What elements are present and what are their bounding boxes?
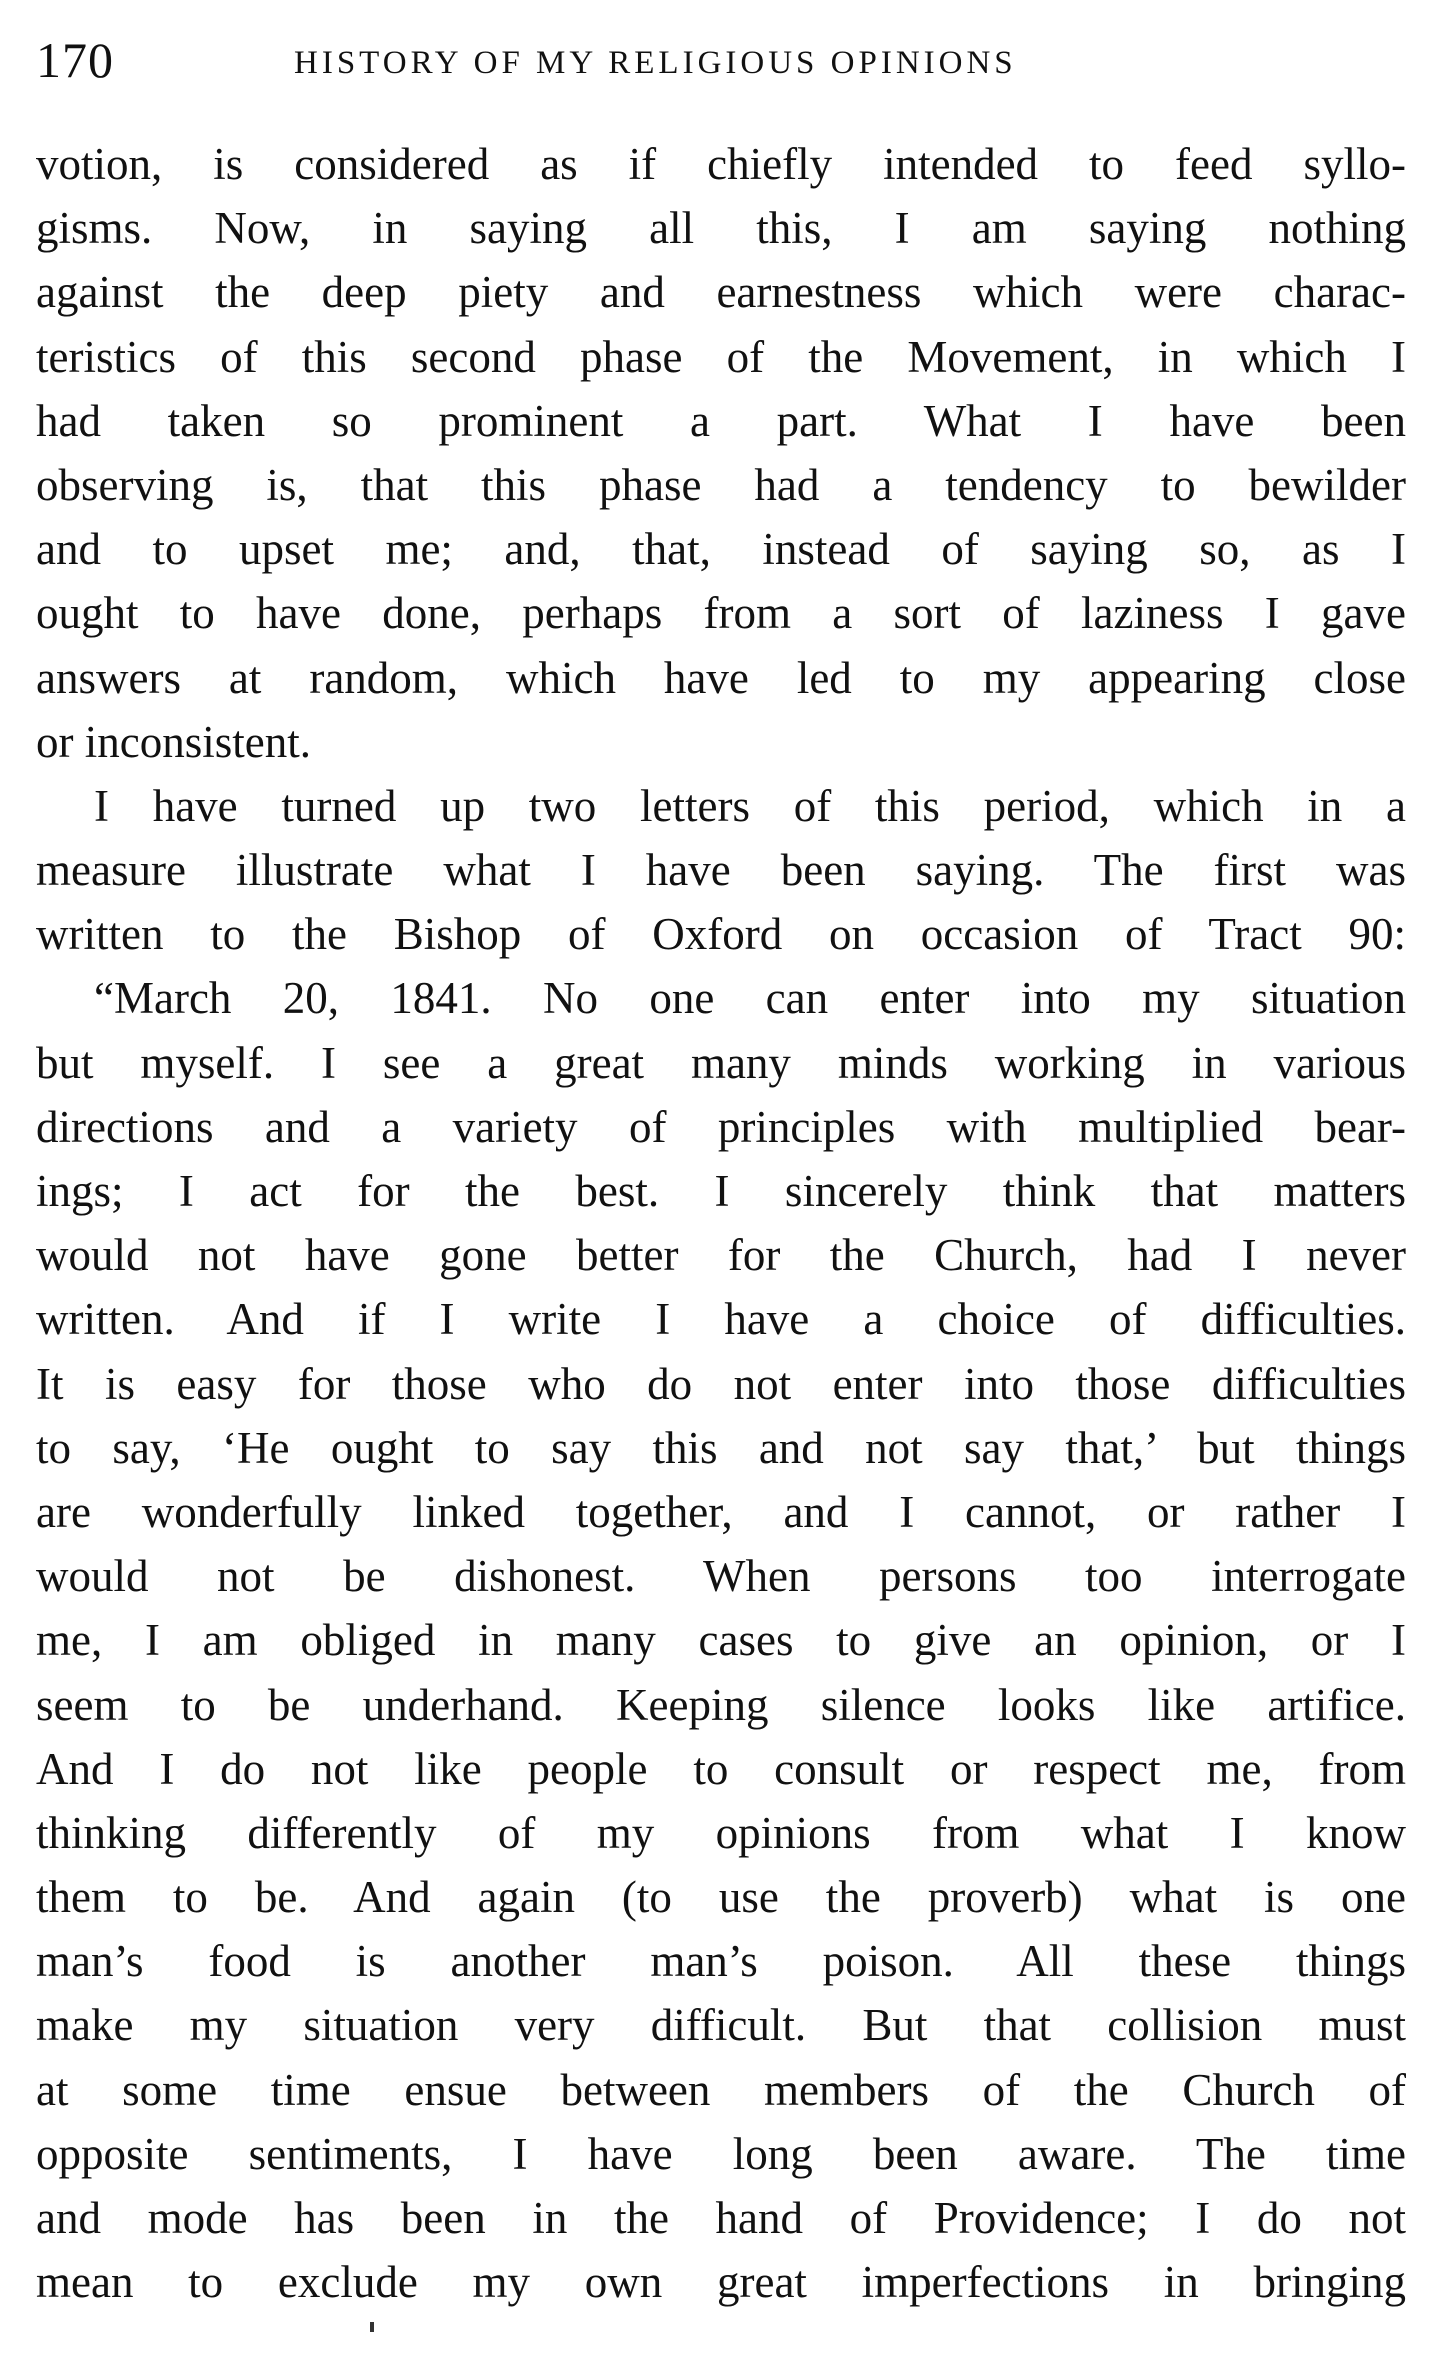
text-line: them to be. And again (to use the proverb) what is one (36, 1872, 1406, 1923)
text-line: ought to have done, perhaps from a sort of laziness I gave (36, 588, 1406, 639)
text-line: would not have gone better for the Church, had I never (36, 1230, 1406, 1281)
text-line: ings; I act for the best. I sincerely think that matters (36, 1166, 1406, 1216)
text-line: had taken so prominent a part. What I have been (36, 395, 1406, 446)
text-line: teristics of this second phase of the Movement, in which I (36, 331, 1406, 382)
text-line: and to upset me; and, that, instead of saying so, as I (36, 524, 1406, 575)
text-line: thinking differently of my opinions from what I know (36, 1807, 1406, 1858)
text-line: It is easy for those who do not enter into those difficulties (36, 1358, 1406, 1409)
text-line: votion, is considered as if chiefly intended to feed syllo- (36, 139, 1406, 189)
text-line: or inconsistent. (36, 716, 311, 767)
running-title: HISTORY OF MY RELIGIOUS OPINIONS (294, 45, 1017, 81)
text-line: seem to be underhand. Keeping silence looks like artifice. (36, 1679, 1406, 1730)
text-line: gisms. Now, in saying all this, I am saying nothing (36, 203, 1406, 254)
text-line: observing is, that this phase had a tendency to bewilder (36, 459, 1406, 510)
printer-mark (370, 2322, 374, 2332)
text-line: written. And if I write I have a choice of difficulties. (36, 1294, 1406, 1345)
text-line: would not be dishonest. When persons too interrogate (36, 1551, 1406, 1602)
body-text (36, 132, 1406, 2314)
page-number: 170 (36, 32, 114, 88)
text-line: written to the Bishop of Oxford on occasion of Tract 90: (36, 909, 1406, 960)
text-line: and mode has been in the hand of Providence; I do not (36, 2193, 1406, 2243)
text-line: at some time ensue between members of the Church of (36, 2064, 1406, 2115)
text-line: against the deep piety and earnestness which were charac- (36, 267, 1406, 318)
text-line: And I do not like people to consult or respect me, from (36, 1743, 1406, 1794)
text-line: measure illustrate what I have been saying. The first was (36, 845, 1406, 896)
text-line: I have turned up two letters of this period, which in a (94, 780, 1406, 831)
text-line: to say, ‘He ought to say this and not say that,’ but things (36, 1422, 1406, 1473)
running-head (36, 30, 1406, 90)
text-line: man’s food is another man’s poison. All these things (36, 1936, 1406, 1987)
text-line: answers at random, which have led to my appearing close (36, 652, 1406, 703)
text-line: directions and a variety of principles with multiplied bear- (36, 1101, 1406, 1152)
text-line: opposite sentiments, I have long been aware. The time (36, 2128, 1406, 2179)
text-line: but myself. I see a great many minds working in various (36, 1037, 1406, 1088)
text-line: mean to exclude my own great imperfections in bringing (36, 2257, 1406, 2308)
text-line: “March 20, 1841. No one can enter into my situation (94, 973, 1406, 1024)
text-line: make my situation very difficult. But that collision must (36, 2000, 1406, 2051)
text-line: are wonderfully linked together, and I cannot, or rather I (36, 1486, 1406, 1537)
text-line: me, I am obliged in many cases to give an opinion, or I (36, 1615, 1406, 1666)
